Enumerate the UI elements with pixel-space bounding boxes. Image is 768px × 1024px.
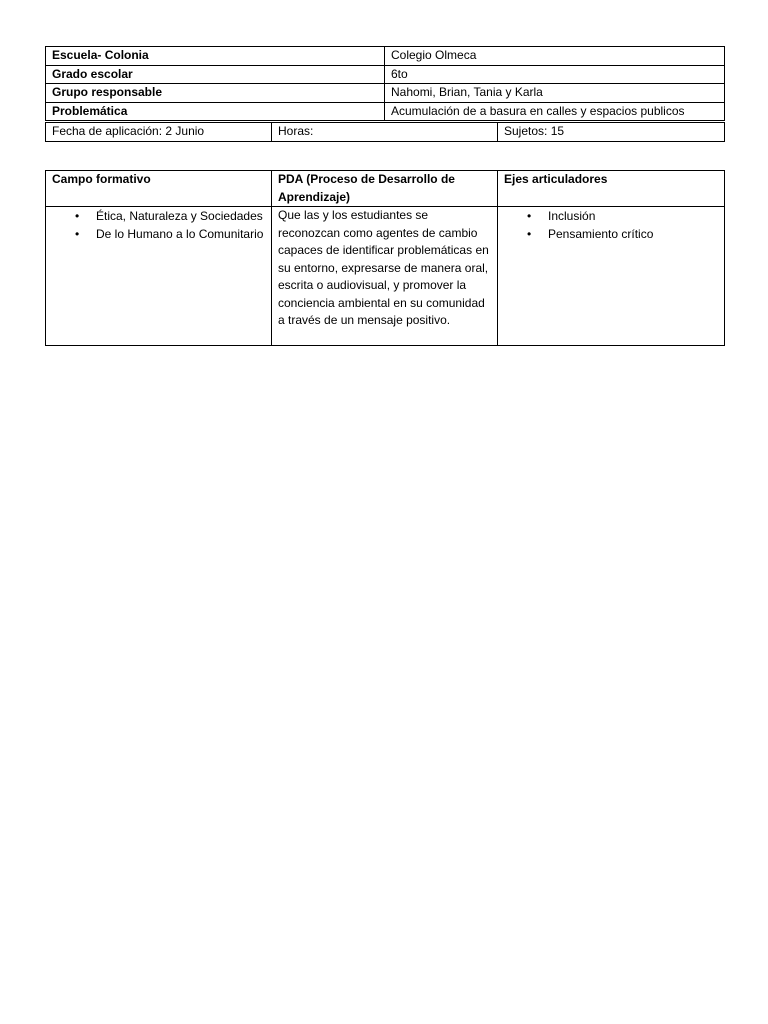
list-item: • Pensamiento crítico — [548, 225, 718, 243]
pda-cell: Que las y los estudiantes se reconozcan como agentes de cambio capaces de identificar problemáticas en su entorno, expresarse de manera oral, escrita o audiovisual, y promover la conciencia ambiental en su comunidad a través de un mensaje positivo. — [272, 207, 498, 346]
table-row — [46, 123, 725, 142]
value-grupo: Nahomi, Brian, Tania y Karla — [385, 84, 725, 103]
value-escuela: Colegio Olmeca — [385, 47, 725, 66]
ejes-list — [504, 207, 718, 243]
label-problematica: Problemática — [46, 102, 385, 121]
sujetos-cell: Sujetos: 15 — [498, 123, 725, 142]
label-escuela: Escuela- Colonia — [46, 47, 385, 66]
header-ejes: Ejes articuladores — [498, 171, 725, 207]
horas-cell: Horas: — [272, 123, 498, 142]
header-campo-formativo: Campo formativo — [46, 171, 272, 207]
table-header-row — [46, 171, 725, 207]
list-item: • De lo Humano a lo Comunitario — [96, 225, 265, 243]
list-item: • Inclusión — [548, 207, 718, 225]
school-info-table — [45, 46, 725, 121]
fecha-cell: Fecha de aplicación: 2 Junio — [46, 123, 272, 142]
table-row — [46, 47, 725, 66]
label-grupo: Grupo responsable — [46, 84, 385, 103]
table-row — [46, 84, 725, 103]
application-meta-table — [45, 122, 725, 142]
table-row — [46, 102, 725, 121]
ejes-cell — [498, 207, 725, 346]
table-row — [46, 207, 725, 346]
label-grado: Grado escolar — [46, 65, 385, 84]
list-item: • Ética, Naturaleza y Sociedades — [96, 207, 265, 225]
learning-plan-table — [45, 170, 725, 346]
value-grado: 6to — [385, 65, 725, 84]
campo-list — [52, 207, 265, 243]
header-pda: PDA (Proceso de Desarrollo de Aprendizaje) — [272, 171, 498, 207]
campo-cell — [46, 207, 272, 346]
table-row — [46, 65, 725, 84]
value-problematica: Acumulación de a basura en calles y espacios publicos — [385, 102, 725, 121]
